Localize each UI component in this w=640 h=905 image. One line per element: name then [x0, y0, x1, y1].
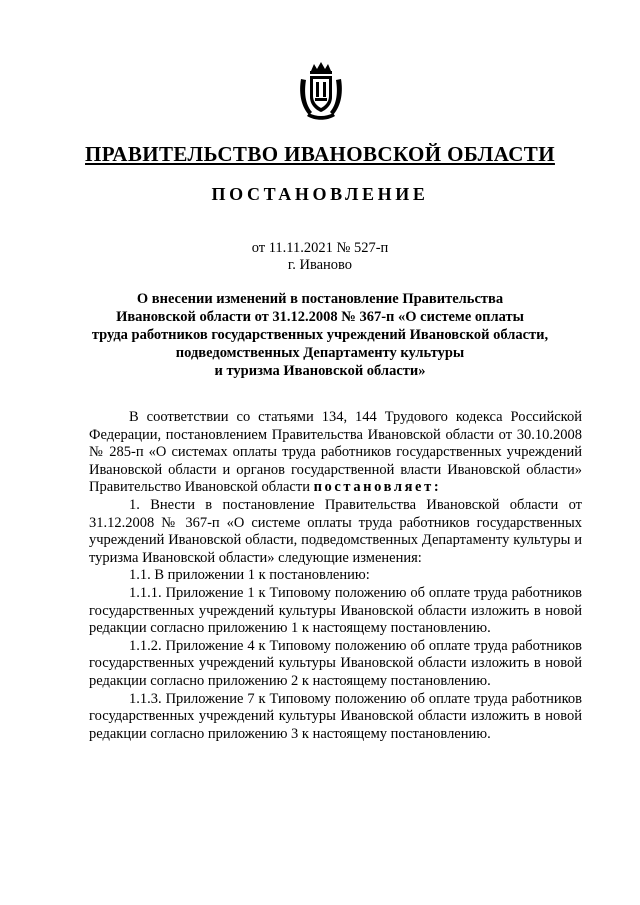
paragraph-1-1-2: 1.1.2. Приложение 4 к Типовому положению об оплате труда работников государственных учреждений культуры Ивановской области изложить в новой редакции согласно приложению 2 к настоящему постановлению. — [89, 637, 582, 689]
document-meta — [0, 240, 640, 274]
title-line: подведомственных Департаменту культуры — [175, 345, 465, 361]
resolves-colon: : — [433, 479, 442, 496]
title-line: О внесении изменений в постановление Правительства — [136, 291, 504, 307]
coat-of-arms-icon — [297, 61, 345, 121]
resolves-keyword: постановляет — [313, 479, 434, 496]
title-line: Ивановской области от 31.12.2008 № 367-п «О системе оплаты — [116, 309, 524, 325]
city-line: г. Иваново — [287, 257, 353, 273]
date-number-line: от 11.11.2021 № 527-п — [251, 240, 389, 256]
title-line: труда работников государственных учреждений Ивановской области, — [91, 327, 549, 343]
paragraph-1: 1. Внести в постановление Правительства Ивановской области от 31.12.2008 № 367-п «О системе оплаты труда работников государственных учреждений Ивановской области, подведомственных Департаменту культуры и туризма Ивановской области» следующие изменения: — [89, 496, 582, 566]
paragraph-1-1-3: 1.1.3. Приложение 7 к Типовому положению об оплате труда работников государственных учреждений культуры Ивановской области изложить в новой редакции согласно приложению 3 к настоящему постановлению. — [89, 690, 582, 742]
document-title — [85, 290, 555, 380]
paragraph-1-1: 1.1. В приложении 1 к постановлению: — [129, 567, 370, 584]
organization-name: ПРАВИТЕЛЬСТВО ИВАНОВСКОЙ ОБЛАСТИ — [85, 142, 555, 166]
document-type: ПОСТАНОВЛЕНИЕ — [211, 184, 429, 204]
preamble-paragraph — [89, 409, 582, 497]
preamble-text: В соответствии со статьями 134, 144 Трудового кодекса Российской Федерации, постановлением Правительства Ивановской области от 30.10.2008 № 285-п «О системах оплаты труда работников государственных учреждений Ивановской области и органов государственной власти Ивановской области» Правительство Ивановской области — [89, 409, 582, 496]
paragraph-1-1-1: 1.1.1. Приложение 1 к Типовому положению об оплате труда работников государственных учреждений культуры Ивановской области изложить в новой редакции согласно приложению 1 к настоящему постановлению. — [89, 584, 582, 637]
document-body — [89, 409, 582, 743]
title-line: и туризма Ивановской области» — [214, 363, 426, 379]
